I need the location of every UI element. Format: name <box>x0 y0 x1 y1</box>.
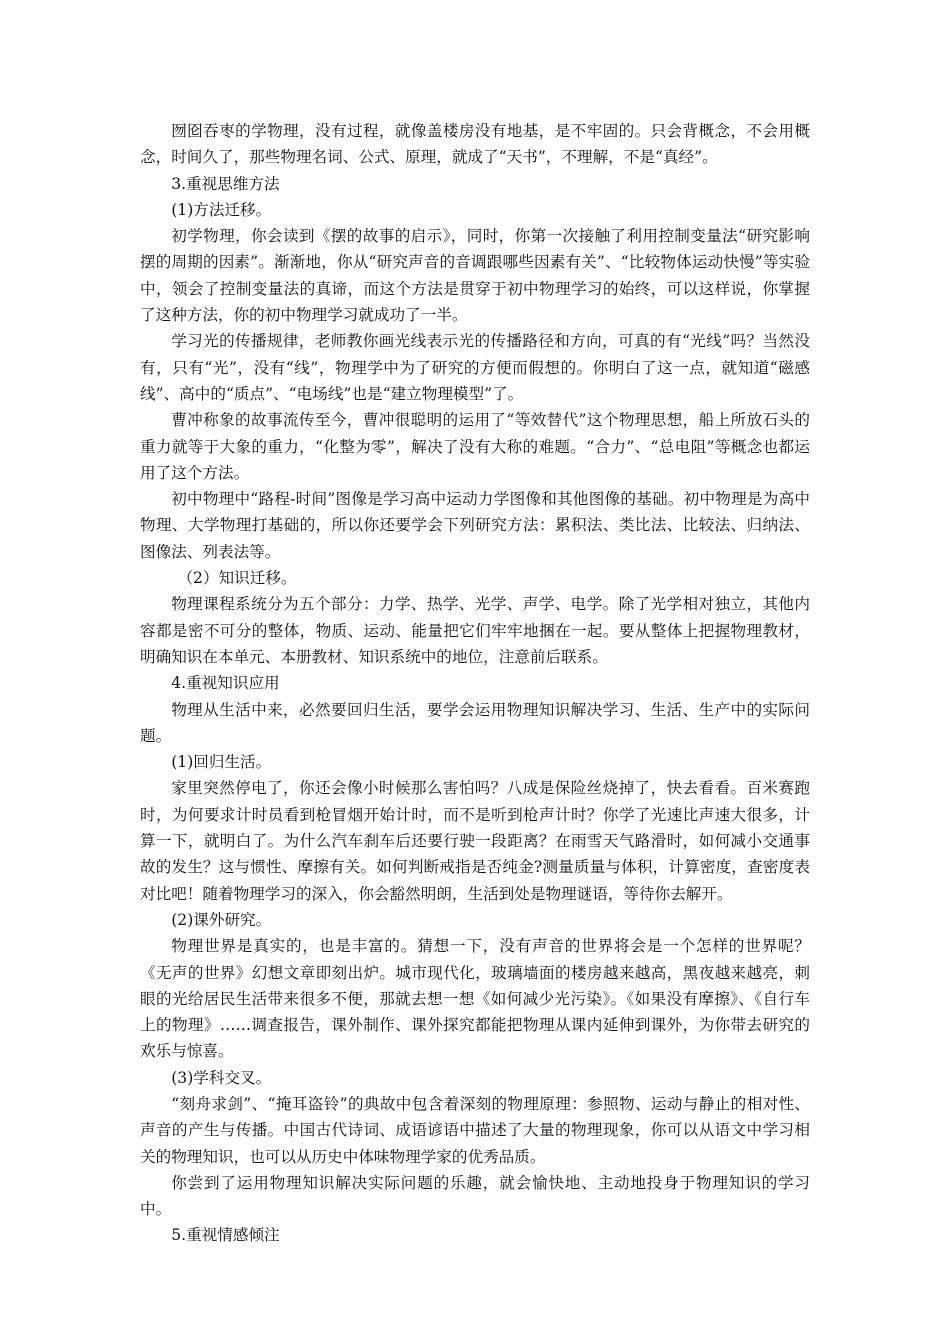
subheading-4-3: (3)学科交叉。 <box>171 1068 272 1087</box>
subheading-3-1: (1)方法迁移。 <box>171 200 272 219</box>
subheading-3-2: （2）知识迁移。 <box>177 569 297 588</box>
paragraph-p11: 你尝到了运用物理知识解决实际问题的乐趣，就会愉快地、主动地投身于物理知识的学习中。 <box>140 1173 810 1219</box>
paragraph-p7: 物理从生活中来，必然要回归生活，要学会运用物理知识解决学习、生活、生产中的实际问题。 <box>140 700 810 745</box>
paragraph-p8: 家里突然停电了，你还会像小时候那么害怕吗？八成是保险丝烧掉了，快去看看。百米赛跑时，为何要求计时员看到枪冒烟开始计时，而不是听到枪声计时？你学了光速比声速大很多，计算一下，就明白了。为什么汽车刹车后还要行驶一段距离？在雨雪天气路滑时，如何减小交通事故的发生？这与惯性、摩擦有关。如何判断戒指是否纯金?测量质量与体积，计算密度，查密度表对比吧！随着物理学习的深入，你会豁然明朗，生活到处是物理谜语，等待你去解开。 <box>140 779 810 903</box>
heading-3: 3.重视思维方法 <box>171 174 280 193</box>
paragraph-p3: 学习光的传播规律，老师教你画光线表示光的传播路径和方向，可真的有“光线”吗？当然没有，只有“光”，没有“线”，物理学中为了研究的方便而假想的。你明白了这一点，就知道“磁感线”、高中的“质点”、“电场线”也是“建立物理模型”了。 <box>140 332 810 403</box>
paragraph-p5: 初中物理中“路程-时间”图像是学习高中运动力学图像和其他图像的基础。初中物理是为高中物理、大学物理打基础的，所以你还要学会下列研究方法：累积法、类比法、比较法、归纳法、图像法、列表法等。 <box>140 490 810 561</box>
subheading-4-2: (2)课外研究。 <box>171 910 272 929</box>
paragraph-p4: 曹冲称象的故事流传至今，曹冲很聪明的运用了“等效替代”这个物理思想，船上所放石头的重力就等于大象的重力，“化整为零”，解决了没有大称的难题。“合力”、“总电阻”等概念也都运用了这个方法。 <box>140 411 810 482</box>
document-page <box>140 118 810 1249</box>
heading-5: 5.重视情感倾注 <box>171 1226 280 1245</box>
paragraph-p6: 物理课程系统分为五个部分：力学、热学、光学、声学、电学。除了光学相对独立，其他内容都是密不可分的整体，物质、运动、能量把它们牢牢地捆在一起。要从整体上把握物理教材，明确知识在本单元、本册教材、知识系统中的地位，注意前后联系。 <box>140 595 810 666</box>
paragraph-p9: 物理世界是真实的，也是丰富的。猜想一下，没有声音的世界将会是一个怎样的世界呢？《无声的世界》幻想文章即刻出炉。城市现代化，玻璃墙面的楼房越来越高，黑夜越来越亮，刺眼的光给居民生活带来很多不便，那就去想一想《如何减少光污染》。《如果没有摩擦》、《自行车上的物理》……调查报告，课外制作、课外探究都能把物理从课内延伸到课外，为你带去研究的欢乐与惊喜。 <box>140 937 810 1061</box>
heading-4: 4.重视知识应用 <box>171 674 280 693</box>
subheading-4-1: (1)回归生活。 <box>171 753 272 772</box>
paragraph-p10: “刻舟求剑”、“掩耳盗铃”的典故中包含着深刻的物理原理：参照物、运动与静止的相对性、声音的产生与传播。中国古代诗词、成语谚语中描述了大量的物理现象，你可以从语文中学习相关的物理知识，也可以从历史中体味物理学家的优秀品质。 <box>140 1094 810 1166</box>
paragraph-p1: 囫囵吞枣的学物理，没有过程，就像盖楼房没有地基，是不牢固的。只会背概念，不会用概念，时间久了，那些物理名词、公式、原理，就成了“天书”，不理解，不是“真经”。 <box>140 122 810 167</box>
paragraph-p2: 初学物理，你会读到《摆的故事的启示》，同时，你第一次接触了利用控制变量法“研究影响摆的周期的因素”。渐渐地，你从“研究声音的音调跟哪些因素有关”、“比较物体运动快慢”等实验中，领会了控制变量法的真谛，而这个方法是贯穿于初中物理学习的始终，可以这样说，你掌握了这种方法，你的初中物理学习就成功了一半。 <box>140 227 810 325</box>
